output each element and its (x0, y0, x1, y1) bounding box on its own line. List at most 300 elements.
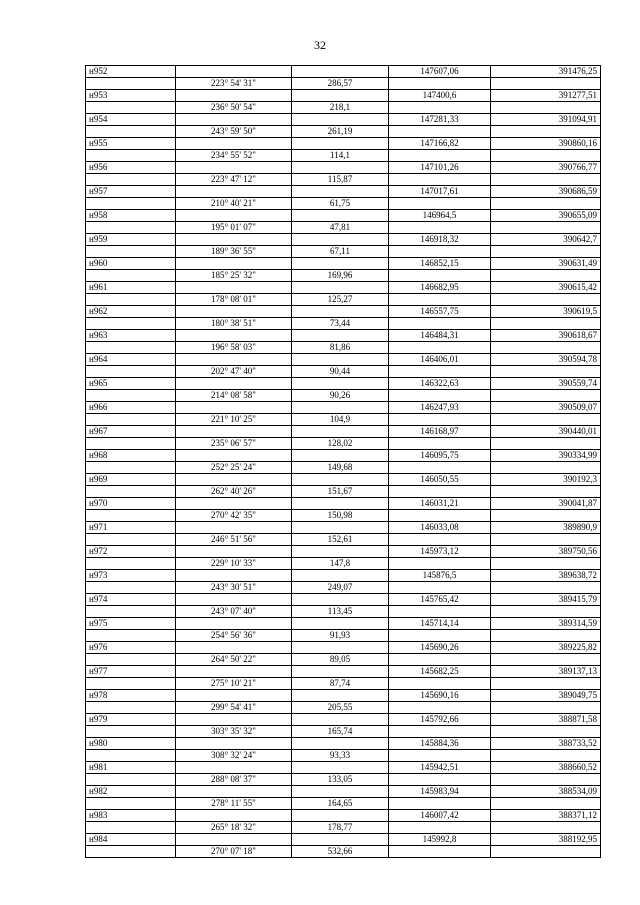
x-coordinate-cell: 145876,5 (389, 570, 491, 582)
point-row (86, 234, 601, 246)
empty-cell (491, 702, 601, 714)
point-name-cell: н980 (86, 738, 176, 750)
y-coordinate-cell: 391094,91 (491, 114, 601, 126)
coordinates-table-body (86, 66, 601, 858)
point-name-cell: н971 (86, 522, 176, 534)
empty-cell (389, 726, 491, 738)
direction-angle-cell: 275° 10' 21" (176, 678, 292, 690)
distance-cell: 90,26 (292, 390, 389, 402)
x-coordinate-cell: 147281,33 (389, 114, 491, 126)
direction-angle-cell: 185° 25' 32" (176, 270, 292, 282)
point-row (86, 258, 601, 270)
empty-cell (491, 726, 601, 738)
empty-cell (491, 462, 601, 474)
point-name-cell: н958 (86, 210, 176, 222)
point-name-cell: н961 (86, 282, 176, 294)
y-coordinate-cell: 389890,9 (491, 522, 601, 534)
point-name-cell: н957 (86, 186, 176, 198)
direction-angle-cell: 243° 59' 50" (176, 126, 292, 138)
direction-angle-cell: 214° 08' 58" (176, 390, 292, 402)
point-row (86, 426, 601, 438)
empty-cell (491, 654, 601, 666)
empty-cell (86, 198, 176, 210)
point-name-cell: н978 (86, 690, 176, 702)
empty-cell (491, 582, 601, 594)
y-coordinate-cell: 390619,5 (491, 306, 601, 318)
point-name-cell: н963 (86, 330, 176, 342)
distance-cell: 128,02 (292, 438, 389, 450)
point-row (86, 282, 601, 294)
segment-row (86, 702, 601, 714)
empty-cell (86, 678, 176, 690)
point-row (86, 834, 601, 846)
y-coordinate-cell: 390615,42 (491, 282, 601, 294)
y-coordinate-cell: 390686,59 (491, 186, 601, 198)
direction-angle-cell: 235° 06' 57" (176, 438, 292, 450)
distance-cell: 164,65 (292, 798, 389, 810)
segment-row (86, 366, 601, 378)
point-name-cell: н967 (86, 426, 176, 438)
segment-row (86, 126, 601, 138)
empty-cell (292, 354, 389, 366)
empty-cell (292, 114, 389, 126)
empty-cell (292, 210, 389, 222)
empty-cell (292, 498, 389, 510)
y-coordinate-cell: 389137,13 (491, 666, 601, 678)
direction-angle-cell: 229° 10' 33" (176, 558, 292, 570)
empty-cell (176, 834, 292, 846)
y-coordinate-cell: 391277,51 (491, 90, 601, 102)
empty-cell (491, 318, 601, 330)
point-row (86, 642, 601, 654)
empty-cell (176, 378, 292, 390)
empty-cell (176, 354, 292, 366)
point-name-cell: н965 (86, 378, 176, 390)
distance-cell: 91,93 (292, 630, 389, 642)
empty-cell (491, 78, 601, 90)
empty-cell (176, 90, 292, 102)
empty-cell (491, 246, 601, 258)
empty-cell (389, 822, 491, 834)
point-name-cell: н982 (86, 786, 176, 798)
segment-row (86, 630, 601, 642)
x-coordinate-cell: 146247,93 (389, 402, 491, 414)
distance-cell: 218,1 (292, 102, 389, 114)
direction-angle-cell: 195° 01' 07" (176, 222, 292, 234)
distance-cell: 114,1 (292, 150, 389, 162)
y-coordinate-cell: 390618,67 (491, 330, 601, 342)
distance-cell: 151,67 (292, 486, 389, 498)
segment-row (86, 582, 601, 594)
distance-cell: 67,11 (292, 246, 389, 258)
segment-row (86, 222, 601, 234)
distance-cell: 261,19 (292, 126, 389, 138)
segment-row (86, 678, 601, 690)
empty-cell (292, 618, 389, 630)
empty-cell (389, 198, 491, 210)
point-name-cell: н984 (86, 834, 176, 846)
direction-angle-cell: 265° 18' 32" (176, 822, 292, 834)
empty-cell (176, 522, 292, 534)
empty-cell (389, 654, 491, 666)
empty-cell (86, 654, 176, 666)
empty-cell (176, 258, 292, 270)
distance-cell: 115,87 (292, 174, 389, 186)
x-coordinate-cell: 146682,95 (389, 282, 491, 294)
y-coordinate-cell: 388871,58 (491, 714, 601, 726)
empty-cell (491, 102, 601, 114)
empty-cell (86, 630, 176, 642)
distance-cell: 165,74 (292, 726, 389, 738)
empty-cell (491, 222, 601, 234)
distance-cell: 125,27 (292, 294, 389, 306)
y-coordinate-cell: 390559,74 (491, 378, 601, 390)
point-name-cell: н953 (86, 90, 176, 102)
distance-cell: 90,44 (292, 366, 389, 378)
distance-cell: 286,57 (292, 78, 389, 90)
empty-cell (292, 378, 389, 390)
empty-cell (389, 270, 491, 282)
empty-cell (292, 66, 389, 78)
distance-cell: 93,33 (292, 750, 389, 762)
empty-cell (86, 582, 176, 594)
empty-cell (491, 342, 601, 354)
segment-row (86, 438, 601, 450)
point-name-cell: н969 (86, 474, 176, 486)
segment-row (86, 294, 601, 306)
point-row (86, 378, 601, 390)
empty-cell (389, 78, 491, 90)
empty-cell (86, 270, 176, 282)
y-coordinate-cell: 390192,3 (491, 474, 601, 486)
point-row (86, 66, 601, 78)
empty-cell (491, 126, 601, 138)
empty-cell (176, 690, 292, 702)
empty-cell (86, 318, 176, 330)
segment-row (86, 414, 601, 426)
empty-cell (176, 474, 292, 486)
distance-cell: 152,61 (292, 534, 389, 546)
empty-cell (292, 594, 389, 606)
segment-row (86, 534, 601, 546)
point-name-cell: н981 (86, 762, 176, 774)
empty-cell (86, 534, 176, 546)
point-row (86, 114, 601, 126)
y-coordinate-cell: 388733,52 (491, 738, 601, 750)
point-row (86, 690, 601, 702)
point-name-cell: н968 (86, 450, 176, 462)
point-name-cell: н956 (86, 162, 176, 174)
y-coordinate-cell: 388192,95 (491, 834, 601, 846)
empty-cell (176, 570, 292, 582)
point-name-cell: н966 (86, 402, 176, 414)
empty-cell (389, 702, 491, 714)
point-row (86, 570, 601, 582)
x-coordinate-cell: 146964,5 (389, 210, 491, 222)
x-coordinate-cell: 145983,94 (389, 786, 491, 798)
point-row (86, 402, 601, 414)
y-coordinate-cell: 390594,78 (491, 354, 601, 366)
x-coordinate-cell: 145765,42 (389, 594, 491, 606)
direction-angle-cell: 180° 38' 51" (176, 318, 292, 330)
empty-cell (86, 750, 176, 762)
empty-cell (86, 462, 176, 474)
empty-cell (176, 618, 292, 630)
point-row (86, 354, 601, 366)
direction-angle-cell: 236° 50' 54" (176, 102, 292, 114)
empty-cell (491, 390, 601, 402)
empty-cell (176, 546, 292, 558)
empty-cell (491, 270, 601, 282)
segment-row (86, 390, 601, 402)
empty-cell (86, 798, 176, 810)
y-coordinate-cell: 390860,16 (491, 138, 601, 150)
point-name-cell: н974 (86, 594, 176, 606)
empty-cell (176, 402, 292, 414)
direction-angle-cell: 223° 54' 31" (176, 78, 292, 90)
direction-angle-cell: 178° 08' 01" (176, 294, 292, 306)
x-coordinate-cell: 146557,75 (389, 306, 491, 318)
empty-cell (389, 126, 491, 138)
segment-row (86, 750, 601, 762)
direction-angle-cell: 303° 35' 32" (176, 726, 292, 738)
empty-cell (292, 666, 389, 678)
point-row (86, 474, 601, 486)
point-row (86, 498, 601, 510)
direction-angle-cell: 246° 51' 56" (176, 534, 292, 546)
segment-row (86, 246, 601, 258)
segment-row (86, 798, 601, 810)
distance-cell: 73,44 (292, 318, 389, 330)
empty-cell (86, 606, 176, 618)
segment-row (86, 486, 601, 498)
empty-cell (292, 810, 389, 822)
empty-cell (389, 678, 491, 690)
empty-cell (176, 642, 292, 654)
empty-cell (176, 282, 292, 294)
empty-cell (86, 510, 176, 522)
segment-row (86, 270, 601, 282)
empty-cell (292, 546, 389, 558)
x-coordinate-cell: 147166,82 (389, 138, 491, 150)
direction-angle-cell: 221° 10' 25" (176, 414, 292, 426)
point-row (86, 90, 601, 102)
empty-cell (292, 522, 389, 534)
distance-cell: 47,81 (292, 222, 389, 234)
direction-angle-cell: 210° 40' 21" (176, 198, 292, 210)
x-coordinate-cell: 145884,36 (389, 738, 491, 750)
point-name-cell: н970 (86, 498, 176, 510)
empty-cell (292, 330, 389, 342)
point-name-cell: н959 (86, 234, 176, 246)
point-row (86, 210, 601, 222)
empty-cell (86, 702, 176, 714)
x-coordinate-cell: 145973,12 (389, 546, 491, 558)
point-name-cell: н962 (86, 306, 176, 318)
empty-cell (176, 138, 292, 150)
empty-cell (292, 234, 389, 246)
direction-angle-cell: 202° 47' 40" (176, 366, 292, 378)
empty-cell (176, 210, 292, 222)
empty-cell (86, 822, 176, 834)
empty-cell (292, 258, 389, 270)
point-row (86, 714, 601, 726)
y-coordinate-cell: 390766,77 (491, 162, 601, 174)
x-coordinate-cell: 146918,32 (389, 234, 491, 246)
empty-cell (292, 306, 389, 318)
distance-cell: 205,55 (292, 702, 389, 714)
distance-cell: 169,96 (292, 270, 389, 282)
distance-cell: 81,86 (292, 342, 389, 354)
y-coordinate-cell: 391476,25 (491, 66, 601, 78)
distance-cell: 89,05 (292, 654, 389, 666)
point-name-cell: н983 (86, 810, 176, 822)
point-name-cell: н973 (86, 570, 176, 582)
empty-cell (292, 138, 389, 150)
empty-cell (176, 594, 292, 606)
y-coordinate-cell: 390509,07 (491, 402, 601, 414)
empty-cell (491, 366, 601, 378)
empty-cell (491, 750, 601, 762)
empty-cell (176, 810, 292, 822)
empty-cell (292, 762, 389, 774)
distance-cell: 147,8 (292, 558, 389, 570)
empty-cell (176, 450, 292, 462)
direction-angle-cell: 243° 30' 51" (176, 582, 292, 594)
empty-cell (176, 666, 292, 678)
empty-cell (86, 438, 176, 450)
empty-cell (389, 390, 491, 402)
point-row (86, 138, 601, 150)
x-coordinate-cell: 146484,31 (389, 330, 491, 342)
empty-cell (292, 474, 389, 486)
empty-cell (86, 558, 176, 570)
x-coordinate-cell: 145792,66 (389, 714, 491, 726)
direction-angle-cell: 254° 56' 36" (176, 630, 292, 642)
segment-row (86, 78, 601, 90)
y-coordinate-cell: 389049,75 (491, 690, 601, 702)
y-coordinate-cell: 388534,09 (491, 786, 601, 798)
empty-cell (491, 630, 601, 642)
empty-cell (491, 678, 601, 690)
empty-cell (86, 78, 176, 90)
empty-cell (389, 630, 491, 642)
direction-angle-cell: 234° 55' 52" (176, 150, 292, 162)
empty-cell (86, 366, 176, 378)
direction-angle-cell: 270° 42' 35" (176, 510, 292, 522)
y-coordinate-cell: 389415,79 (491, 594, 601, 606)
point-row (86, 762, 601, 774)
y-coordinate-cell: 389638,72 (491, 570, 601, 582)
point-name-cell: н975 (86, 618, 176, 630)
distance-cell: 532,66 (292, 846, 389, 858)
point-name-cell: н954 (86, 114, 176, 126)
segment-row (86, 558, 601, 570)
y-coordinate-cell: 390334,99 (491, 450, 601, 462)
empty-cell (86, 246, 176, 258)
empty-cell (389, 750, 491, 762)
empty-cell (176, 714, 292, 726)
direction-angle-cell: 270° 07' 18" (176, 846, 292, 858)
point-name-cell: н979 (86, 714, 176, 726)
distance-cell: 133,05 (292, 774, 389, 786)
y-coordinate-cell: 388660,52 (491, 762, 601, 774)
point-row (86, 450, 601, 462)
point-row (86, 330, 601, 342)
y-coordinate-cell: 389225,82 (491, 642, 601, 654)
segment-row (86, 198, 601, 210)
empty-cell (292, 570, 389, 582)
segment-row (86, 150, 601, 162)
y-coordinate-cell: 390642,7 (491, 234, 601, 246)
segment-row (86, 510, 601, 522)
x-coordinate-cell: 145942,51 (389, 762, 491, 774)
segment-row (86, 342, 601, 354)
x-coordinate-cell: 145992,8 (389, 834, 491, 846)
empty-cell (389, 102, 491, 114)
empty-cell (491, 846, 601, 858)
y-coordinate-cell: 390655,09 (491, 210, 601, 222)
point-row (86, 306, 601, 318)
empty-cell (491, 606, 601, 618)
segment-row (86, 654, 601, 666)
point-row (86, 738, 601, 750)
empty-cell (389, 174, 491, 186)
empty-cell (176, 738, 292, 750)
empty-cell (292, 642, 389, 654)
x-coordinate-cell: 145714,14 (389, 618, 491, 630)
direction-angle-cell: 264° 50' 22" (176, 654, 292, 666)
direction-angle-cell: 288° 08' 37" (176, 774, 292, 786)
segment-row (86, 606, 601, 618)
empty-cell (292, 738, 389, 750)
empty-cell (389, 534, 491, 546)
y-coordinate-cell: 390440,01 (491, 426, 601, 438)
empty-cell (292, 162, 389, 174)
empty-cell (86, 726, 176, 738)
empty-cell (292, 786, 389, 798)
empty-cell (86, 390, 176, 402)
empty-cell (176, 162, 292, 174)
empty-cell (491, 486, 601, 498)
empty-cell (292, 690, 389, 702)
empty-cell (176, 234, 292, 246)
empty-cell (491, 822, 601, 834)
point-name-cell: н972 (86, 546, 176, 558)
segment-row (86, 462, 601, 474)
distance-cell: 61,75 (292, 198, 389, 210)
x-coordinate-cell: 146007,42 (389, 810, 491, 822)
empty-cell (292, 714, 389, 726)
empty-cell (389, 462, 491, 474)
empty-cell (389, 558, 491, 570)
empty-cell (389, 846, 491, 858)
empty-cell (86, 150, 176, 162)
empty-cell (86, 486, 176, 498)
point-name-cell: н977 (86, 666, 176, 678)
empty-cell (292, 282, 389, 294)
x-coordinate-cell: 146168,97 (389, 426, 491, 438)
point-row (86, 594, 601, 606)
empty-cell (491, 294, 601, 306)
x-coordinate-cell: 147607,06 (389, 66, 491, 78)
direction-angle-cell: 223° 47' 12" (176, 174, 292, 186)
point-row (86, 546, 601, 558)
point-row (86, 522, 601, 534)
empty-cell (491, 798, 601, 810)
empty-cell (389, 342, 491, 354)
segment-row (86, 846, 601, 858)
